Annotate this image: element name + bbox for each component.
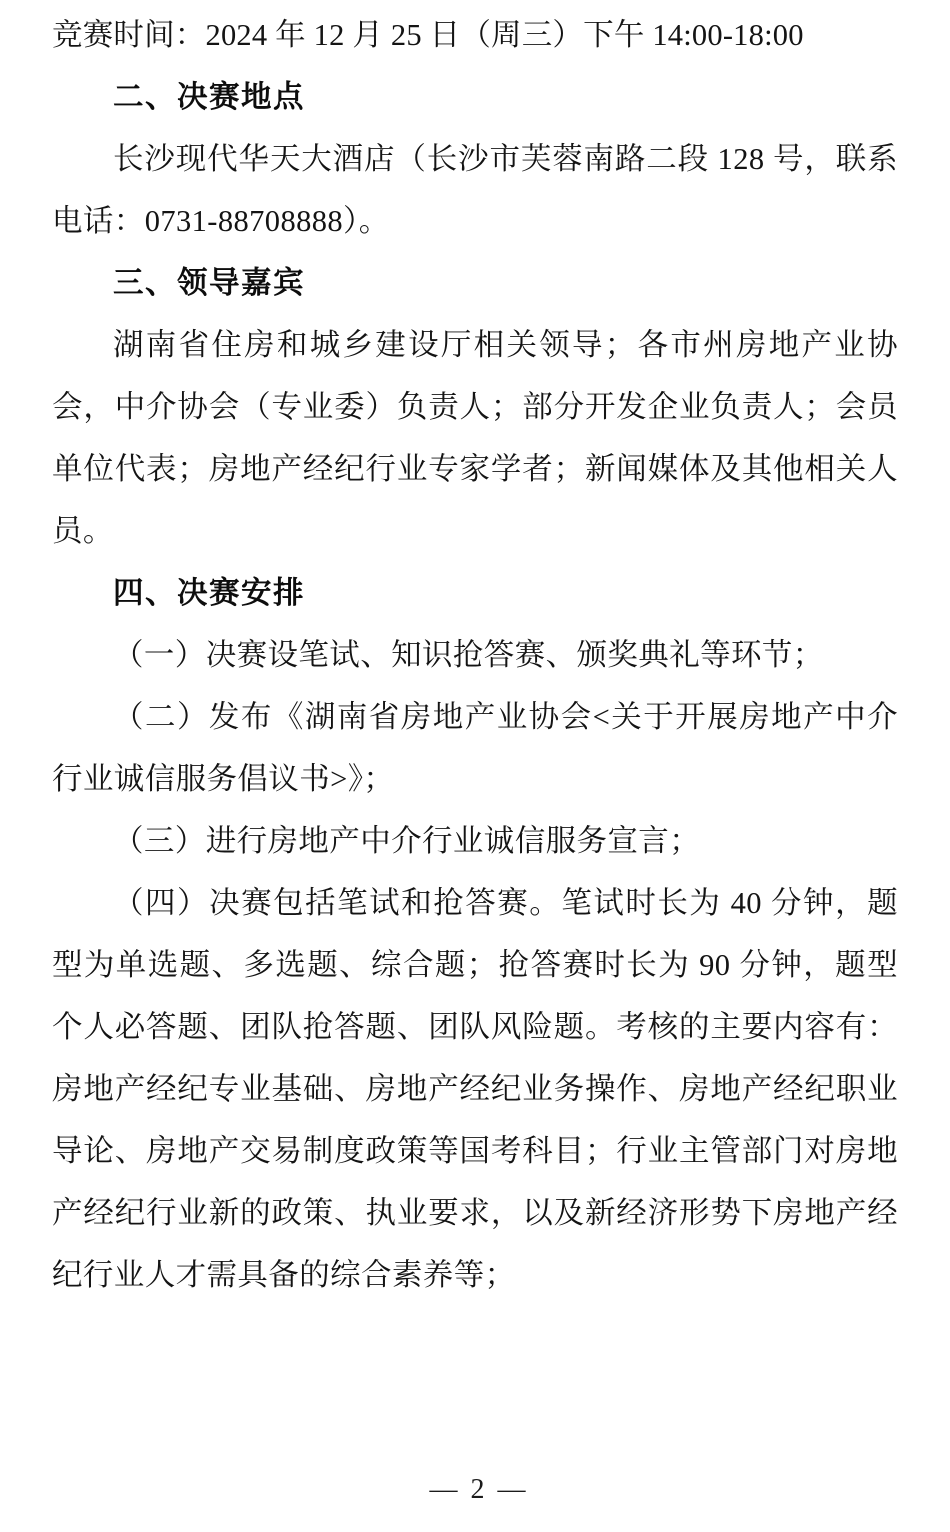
page-footer — [0, 1474, 950, 1506]
paragraph-competition-time: 竞赛时间：2024 年 12 月 25 日（周三）下午 14:00-18:00 — [52, 18, 804, 52]
paragraph-arrangement-item-4: （四）决赛包括笔试和抢答赛。笔试时长为 40 分钟，题型为单选题、多选题、综合题；抢答赛时长为 90 分钟，题型个人必答题、团队抢答题、团队风险题。考核的主要内容有：房地产经纪专业基础、房地产经纪业务操作、房地产经纪职业导论、房地产交易制度政策等国考科目；行业主管部门对房地产经纪行业新的政策、执业要求，以及新经济形势下房地产经纪行业人才需具备的综合素养等； — [52, 886, 898, 1292]
page-number: — 2 — — [429, 1474, 529, 1505]
document-body — [52, 0, 898, 1306]
paragraph-arrangement-item-1: （一）决赛设笔试、知识抢答赛、颁奖典礼等环节； — [113, 638, 824, 672]
paragraph-guest-detail: 湖南省住房和城乡建设厅相关领导；各市州房地产业协会，中介协会（专业委）负责人；部分开发企业负责人；会员单位代表；房地产经纪行业专家学者；新闻媒体及其他相关人员。 — [52, 328, 898, 548]
heading-leading-guests: 三、领导嘉宾 — [113, 266, 305, 300]
paragraph-arrangement-item-3: （三）进行房地产中介行业诚信服务宣言； — [113, 824, 701, 858]
heading-final-arrangement: 四、决赛安排 — [113, 576, 305, 610]
heading-final-venue: 二、决赛地点 — [113, 80, 305, 114]
paragraph-venue-detail: 长沙现代华天大酒店（长沙市芙蓉南路二段 128 号，联系电话：0731-88708888）。 — [52, 142, 898, 238]
paragraph-arrangement-item-2: （二）发布《湖南省房地产业协会<关于开展房地产中介行业诚信服务倡议书>》； — [52, 700, 898, 796]
